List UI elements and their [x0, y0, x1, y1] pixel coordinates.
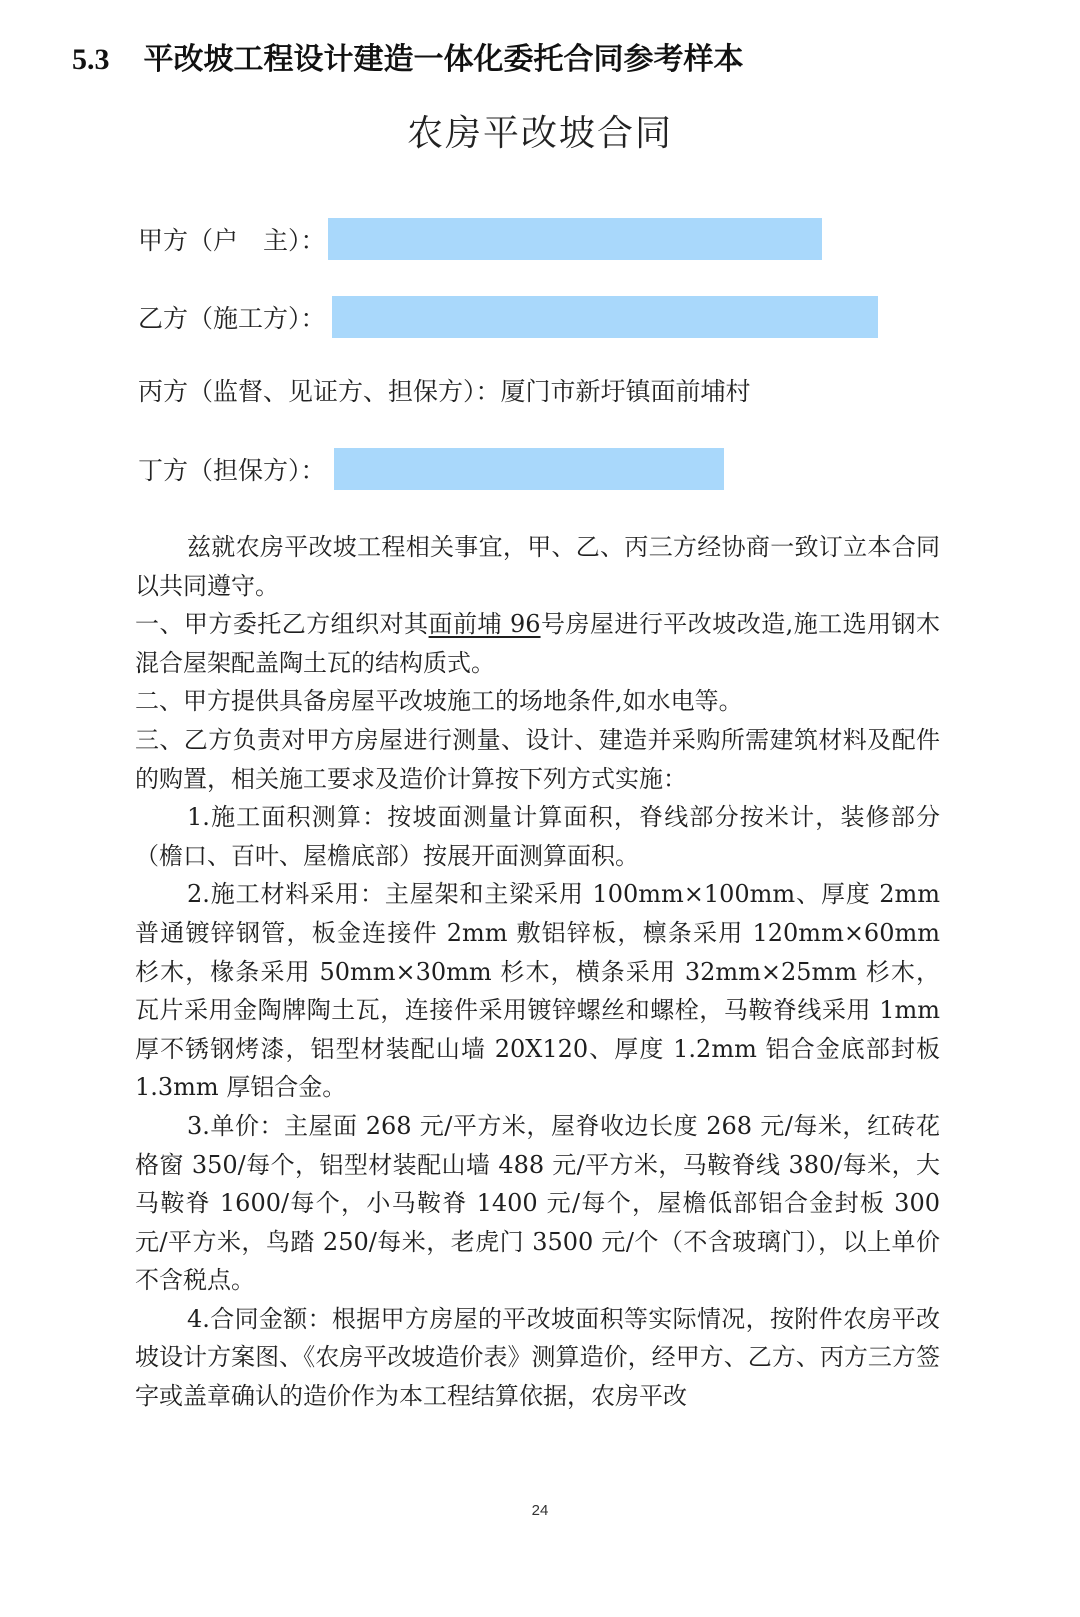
party-jia: [138, 218, 822, 260]
item-2: 2.施工材料采用：主屋架和主梁采用 100mm×100mm、厚度 2mm 普通镀锌钢管，板金连接件 2mm 敷铝锌板，檩条采用 120mm×60mm 杉木，椽条采用 50mm×30mm 杉木，横条采用 32mm×25mm 杉木，瓦片采用金陶牌陶土瓦，连接件采用镀锌螺丝和螺栓，马鞍脊线采用 1mm 厚不锈钢烤漆，铝型材装配山墙 20X120、厚度 1.2mm 铝合金底部封板 1.3mm 厚铝合金。: [135, 880, 940, 1102]
party-ding: [138, 448, 724, 490]
page-number: 24: [531, 1502, 549, 1519]
clause-1-text: 一、甲方委托乙方组织对其: [135, 610, 429, 639]
section-title: 平改坡工程设计建造一体化委托合同参考样本: [143, 42, 744, 77]
party-yi: [138, 296, 878, 338]
clause-1-text-end: 号房屋进行平改坡改造,施工选用钢木混合屋架配盖陶土瓦的结构质式。: [135, 610, 940, 677]
section-heading: [72, 34, 744, 78]
item-3: 3.单价：主屋面 268 元/平方米，屋脊收边长度 268 元/每米，红砖花格窗 350/每个，铝型材装配山墙 488 元/平方米，马鞍脊线 380/每米，大马鞍脊 1600/每个，小马鞍脊 1400 元/每个，屋檐低部铝合金封板 300 元/平方米，鸟踏 250/每米，老虎门 3500 元/个（不含玻璃门），以上单价不含税点。: [135, 1111, 940, 1295]
redacted-ding-name: [334, 448, 724, 490]
party-ding-label: 丁方（担保方）：: [138, 456, 326, 485]
item-4: 4.合同金额：根据甲方房屋的平改坡面积等实际情况，按附件农房平改坡设计方案图、《农房平改坡造价表》测算造价，经甲方、乙方、丙方三方签字或盖章确认的造价作为本工程结算依据，农房平改: [135, 1304, 940, 1411]
section-number: 5.3: [72, 43, 110, 76]
clause-2: 二、甲方提供具备房屋平改坡施工的场地条件,如水电等。: [135, 687, 743, 716]
party-bing-label: 丙方（监督、见证方、担保方）：: [138, 377, 501, 406]
party-yi-label: 乙方（施工方）：: [138, 304, 326, 333]
item-1: 1.施工面积测算：按坡面测量计算面积，脊线部分按米计，装修部分（檐口、百叶、屋檐底部）按展开面测算面积。: [135, 803, 940, 870]
clause-3: 三、乙方负责对甲方房屋进行测量、设计、建造并采购所需建筑材料及配件的购置，相关施工要求及造价计算按下列方式实施：: [135, 725, 940, 793]
redacted-jia-name: [328, 218, 822, 260]
party-bing: [138, 372, 751, 408]
house-address: 面前埔 96: [428, 610, 541, 639]
contract-body: [135, 528, 940, 1416]
redacted-yi-name: [332, 296, 878, 338]
party-bing-value: 厦门市新圩镇面前埔村: [500, 377, 751, 406]
clause-1: [135, 605, 940, 682]
contract-title: 农房平改坡合同: [406, 113, 673, 154]
intro-paragraph: 兹就农房平改坡工程相关事宜，甲、乙、丙三方经协商一致订立本合同以共同遵守。: [135, 533, 940, 600]
party-jia-label: 甲方（户 主）：: [138, 226, 326, 255]
